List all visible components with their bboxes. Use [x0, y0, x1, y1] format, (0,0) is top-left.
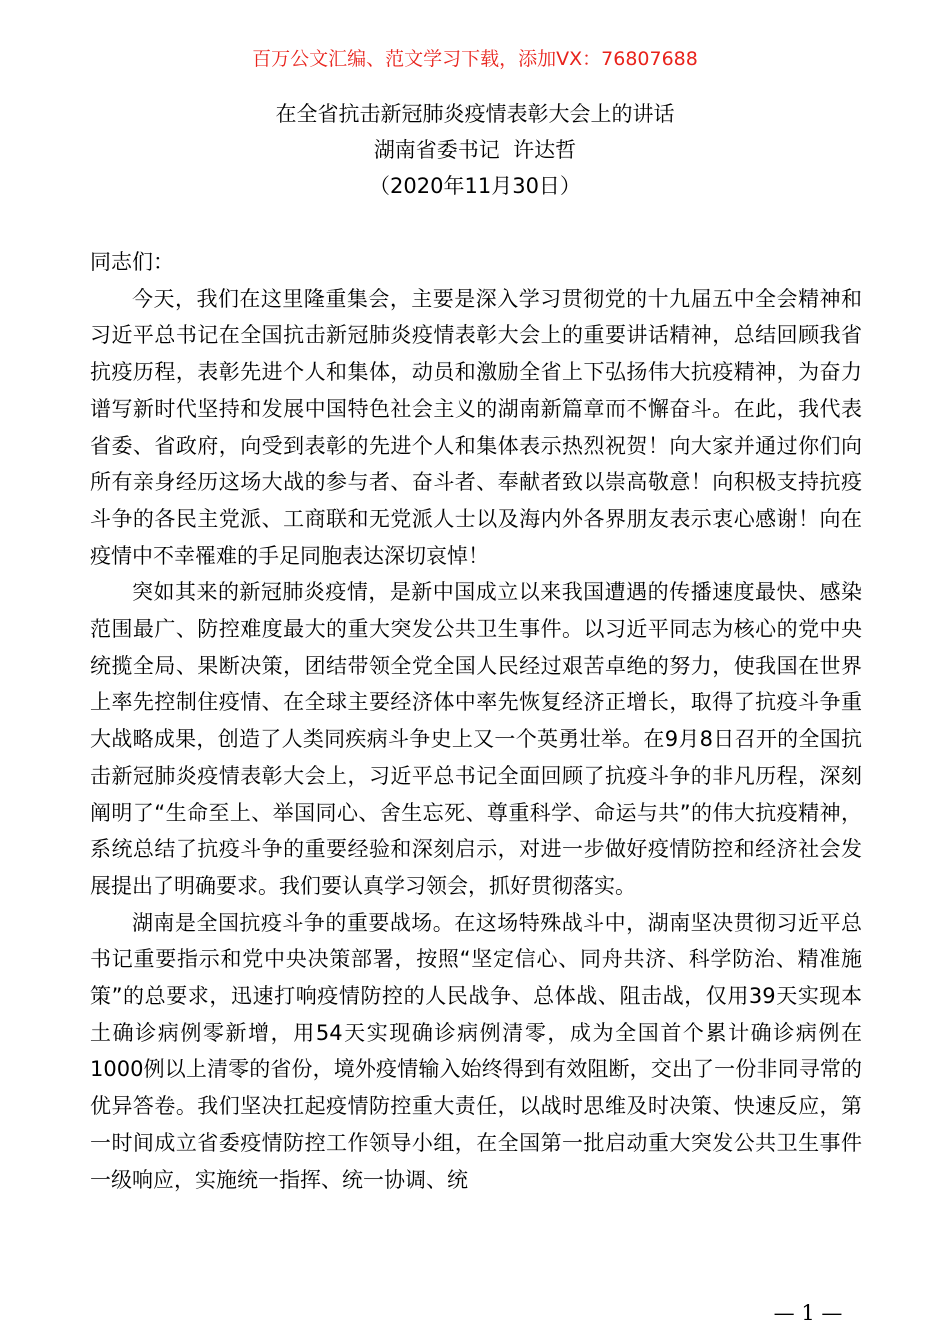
promo-banner: 百万公文汇编、范文学习下载，添加VX：76807688 — [252, 48, 698, 70]
speaker-line: 湖南省委书记 许达哲 — [373, 138, 577, 162]
speech-date: （2020年11月30日） — [369, 174, 581, 198]
title-block — [0, 96, 950, 204]
speech-body — [90, 244, 862, 1198]
speech-title: 在全省抗击新冠肺炎疫情表彰大会上的讲话 — [275, 102, 675, 126]
page-number: — 1 — — [773, 1301, 843, 1325]
paragraph-3: 湖南是全国抗疫斗争的重要战场。在这场特殊战斗中，湖南坚决贯彻习近平总书记重要指示和党中央决策部署，按照“坚定信心、同舟共济、科学防治、精准施策”的总要求，迅速打响疫情防控的人民战争、总体战、阻击战，仅用39天实现本土确诊病例零新增，用54天实现确诊病例清零，成为全国首个累计确诊病例在1000例以上清零的省份，境外疫情输入始终得到有效阻断，交出了一份非同寻常的优异答卷。我们坚决扛起疫情防控重大责任，以战时思维及时决策、快速反应，第一时间成立省委疫情防控工作领导小组，在全国第一批启动重大突发公共卫生事件一级响应，实施统一指挥、统一协调、统 — [90, 910, 862, 1192]
paragraph-1: 今天，我们在这里隆重集会，主要是深入学习贯彻党的十九届五中全会精神和习近平总书记在全国抗击新冠肺炎疫情表彰大会上的重要讲话精神，总结回顾我省抗疫历程，表彰先进个人和集体，动员和激励全省上下弘扬伟大抗疫精神，为奋力谱写新时代坚持和发展中国特色社会主义的湖南新篇章而不懈奋斗。在此，我代表省委、省政府，向受到表彰的先进个人和集体表示热烈祝贺！向大家并通过你们向所有亲身经历这场大战的参与者、奋斗者、奉献者致以崇高敬意！向积极支持抗疫斗争的各民主党派、工商联和无党派人士以及海内外各界朋友表示衷心感谢！向在疫情中不幸罹难的手足同胞表达深切哀悼！ — [90, 286, 862, 568]
paragraph-2: 突如其来的新冠肺炎疫情，是新中国成立以来我国遭遇的传播速度最快、感染范围最广、防控难度最大的重大突发公共卫生事件。以习近平同志为核心的党中央统揽全局、果断决策，团结带领全党全国人民经过艰苦卓绝的努力，使我国在世界上率先控制住疫情、在全球主要经济体中率先恢复经济正增长，取得了抗疫斗争重大战略成果，创造了人类同疾病斗争史上又一个英勇壮举。在9月8日召开的全国抗击新冠肺炎疫情表彰大会上，习近平总书记全面回顾了抗疫斗争的非凡历程，深刻阐明了“生命至上、举国同心、舍生忘死、尊重科学、命运与共”的伟大抗疫精神，系统总结了抗疫斗争的重要经验和深刻启示，对进一步做好疫情防控和经济社会发展提出了明确要求。我们要认真学习领会，抓好贯彻落实。 — [90, 580, 862, 898]
greeting: 同志们： — [90, 250, 174, 274]
